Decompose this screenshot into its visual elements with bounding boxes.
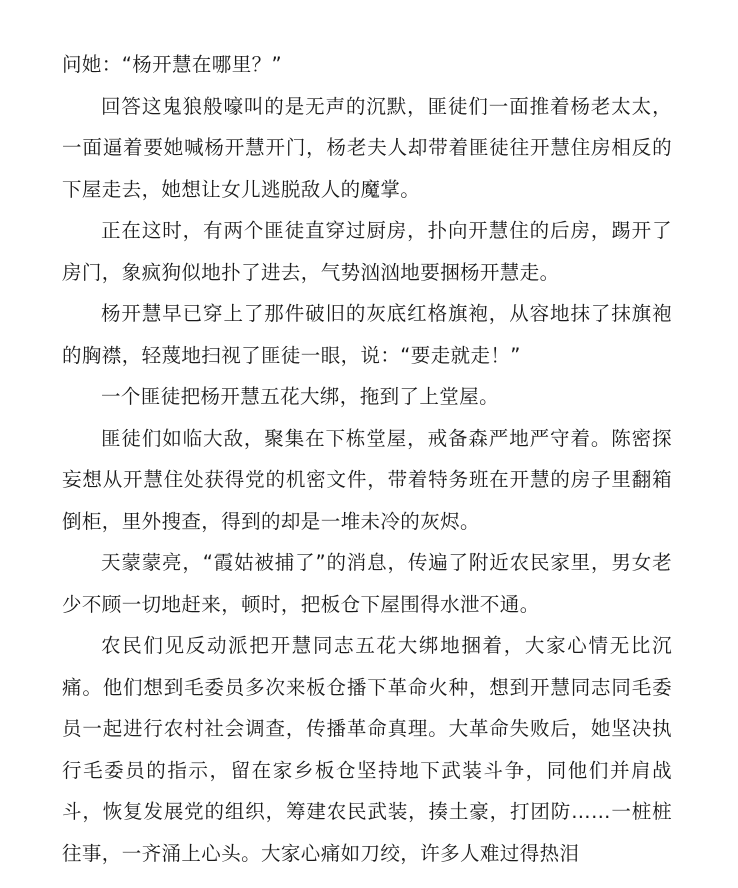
paragraph-4: 杨开慧早已穿上了那件破旧的灰底红格旗袍，从容地抹了抹旗袍的胸襟，轻蔑地扫视了匪徒一眼，说：“要走就走！” [62,302,672,367]
paragraph-1: 问她：“杨开慧在哪里？” [62,53,283,76]
paragraph-3: 正在这时，有两个匪徒直穿过厨房，扑向开慧住的后房，踢开了房门，象疯狗似地扑了进去，气势汹汹地要捆杨开慧走。 [62,219,672,284]
paragraph-7: 天蒙蒙亮，“霞姑被捕了”的消息，传遍了附近农民家里，男女老少不顾一切地赶来，顿时，把板仓下屋围得水泄不通。 [62,551,672,616]
paragraph-2: 回答这鬼狼般嚎叫的是无声的沉默，匪徒们一面推着杨老太太，一面逼着要她喊杨开慧开门，杨老夫人却带着匪徒往开慧住房相反的下屋走去，她想让女儿逃脱敌人的魔掌。 [62,94,672,201]
paragraph-8: 农民们见反动派把开慧同志五花大绑地捆着，大家心情无比沉痛。他们想到毛委员多次来板仓播下革命火种，想到开慧同志同毛委员一起进行农村社会调查，传播革命真理。大革命失败后，她坚决执行毛委员的指示，留在家乡板仓坚持地下武装斗争，同他们并肩战斗，恢复发展党的组织，筹建农民武装，揍土豪，打团防……一桩桩往事，一齐涌上心头。大家心痛如刀绞，许多人难过得热泪 [62,634,672,865]
paragraph-5: 一个匪徒把杨开慧五花大绑，拖到了上堂屋。 [101,385,500,408]
paragraph-6: 匪徒们如临大敌，聚集在下栋堂屋，戒备森严地严守着。陈密探妄想从开慧住处获得党的机密文件，带着特务班在开慧的房子里翻箱倒柜，里外搜查，得到的却是一堆未冷的灰烬。 [62,426,672,533]
